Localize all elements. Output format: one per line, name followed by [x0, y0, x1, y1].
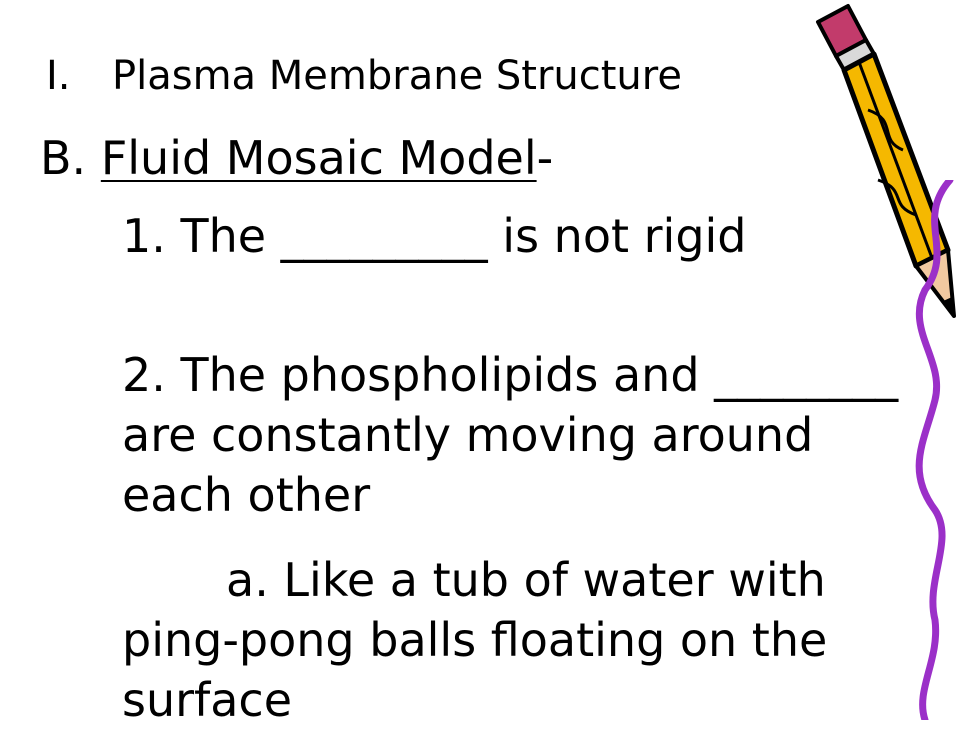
- section-heading: [40, 128, 553, 188]
- squiggle-line-icon: [895, 180, 960, 720]
- section-suffix: -: [536, 131, 554, 185]
- bullet-item-3-text: a. Like a tub of water with ping-pong balls floating on the surface: [122, 553, 828, 727]
- bullet-item-1: 1. The _________ is not rigid: [122, 209, 747, 263]
- bullet-item-2: 2. The phospholipids and ________ are constantly moving around each other: [122, 348, 899, 522]
- section-underlined-term: Fluid Mosaic Model: [100, 131, 537, 185]
- bullet-item-3: [122, 550, 912, 730]
- title-number: I.: [46, 53, 71, 99]
- section-prefix: B.: [40, 131, 87, 185]
- title-text: Plasma Membrane Structure: [112, 53, 682, 99]
- slide-title: [46, 50, 682, 102]
